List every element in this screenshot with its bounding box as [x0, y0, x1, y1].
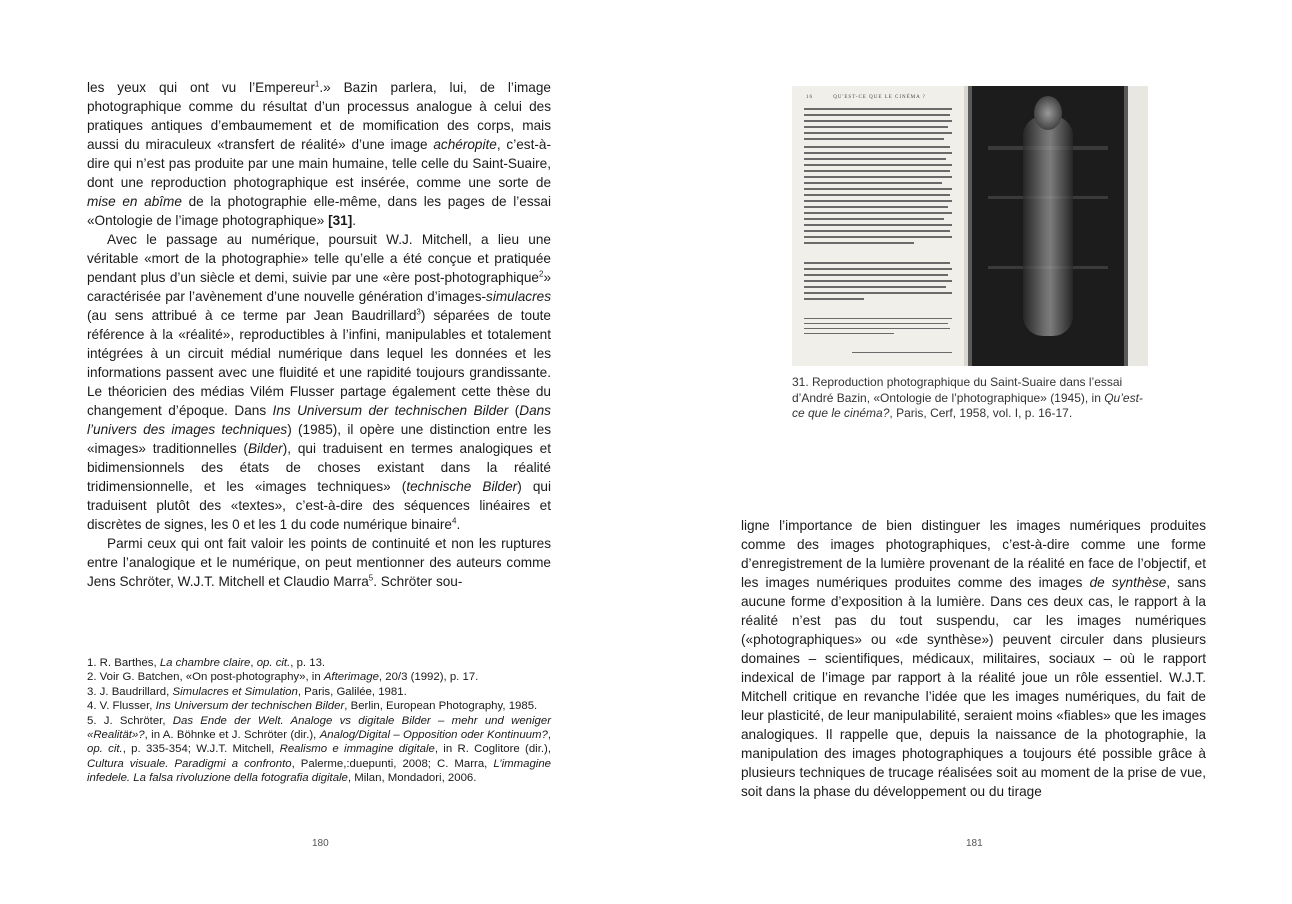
text-run: Ins Universum der technischen Bilder	[155, 700, 345, 713]
text-run: Qu’est-ce que le cinéma?	[792, 390, 1143, 420]
text-run: ) séparées de toute référence à la «réalité», reproductibles à l’infini, manipulables et totalement intégrées à un circuit médial numérique dans lequel les données et les informations passent avec une fluidité et une rapidité toujours grandissante. Le théoricien des médias Vilém Flusser partage également cette thèse du changement d’époque. Dans	[87, 308, 551, 418]
text-run: .» Bazin parlera, lui, de l’image photographique comme du résultat d’un processus analogue à celui des pratiques antiques d’embaumement et de momification des corps, mais aussi du miraculeux «transfert de réalité» d’une image	[87, 80, 551, 152]
text-run: , p. 13.	[290, 657, 326, 669]
text-run: , Milan, Mondadori, 2006.	[347, 772, 477, 785]
text-run: mise en abîme	[87, 194, 182, 209]
footnote-ref: 1	[314, 79, 320, 89]
text-run: , Palerme,:duepunti, 2008; C. Marra,	[291, 757, 494, 770]
text-run: de synthèse	[1089, 575, 1167, 590]
text-run: La chambre claire	[159, 657, 251, 669]
text-run: Realismo e immagine digitale	[279, 743, 435, 756]
text-run: Simulacres et Simulation	[172, 685, 298, 698]
text-run: Parmi ceux qui ont fait valoir les points de continuité et non les ruptures entre l’analogique et le numérique, on peut mentionner des auteurs comme Jens Schröter, W.J.T. Mitchell et Claudio Marra	[87, 536, 551, 589]
text-run: , p. 335-354; W.J.T. Mitchell,	[122, 743, 280, 756]
text-run: , c’est-à-dire qui n’est pas produite par une main humaine, telle celle du Saint-Suaire, dont une reproduction photographique est insérée, comme une sorte de	[87, 137, 551, 190]
page-number: 181	[966, 838, 983, 849]
text-run: Avec le passage au numérique, poursuit W.J. Mitchell, a lieu une véritable «mort de la photographie» telle qu’elle a été conçue et pratiquée pendant plus d’un siècle et demi, suivie par une «ère post-photographique	[87, 232, 551, 285]
text-run: 31. Reproduction photographique du Saint-Suaire dans l’essai d’André Bazin, «Ontologie de l’photographique» (1945), in	[792, 375, 1123, 405]
shroud-figure-image	[792, 86, 1148, 366]
text-run: achéropite	[433, 137, 497, 152]
text-run: ) (1985), il opère une distinction entre les «images» traditionnelles (	[87, 422, 551, 456]
text-run: . Schröter sou-	[373, 574, 463, 589]
footnote	[87, 699, 551, 713]
shroud-photo	[968, 86, 1128, 366]
text-run: , in R. Coglitore (dir.),	[434, 743, 551, 756]
text-run: ligne l’importance de bien distinguer les images numériques produites comme des images photographiques, c’est-à-dire comme une forme d’enregistrement de la lumière provenant de la réalité en face de l’objectif, et les images numériques produites comme des images	[741, 518, 1206, 590]
figure-caption	[792, 375, 1148, 422]
footnote-ref: 2	[538, 269, 544, 279]
text-run: , sans aucune forme d’exposition à la lumière. Dans ces deux cas, le rapport à la réalité n’est pas du tout suspendu, car les images numériques («photographiques» ou «de synthèse») peuvent circuler dans plusieurs domaines – scientifiques, médicaux, militaires, sociaux – où le rapport indexical de l’image par rapport à la réalité joue un rôle essentiel. W.J.T. Mitchell critique en revanche l’idée que les images numériques, du fait de leur plasticité, de leur manipulabilité, seraient moins «fiables» que les images analogiques. Il rappelle que, depuis la naissance de la photographie, la manipulation des images photographiques a toujours été possible grâce à plusieurs techniques de trucage réalisées soit au moment de la prise de vue, soit dans la phase du développement ou du tirage	[741, 575, 1206, 799]
text-run: Ins Universum der technischen Bilder	[272, 403, 509, 418]
text-run: les yeux qui ont vu l’Empereur	[87, 80, 315, 95]
text-run: 2. Voir G. Batchen, «On post-photography», in	[87, 671, 324, 684]
right-page	[646, 0, 1292, 904]
text-run: Cultura visuale. Paradigmi a confronto	[87, 757, 292, 770]
footnote	[87, 656, 551, 670]
text-run: .	[456, 517, 461, 532]
paragraph	[87, 534, 551, 591]
text-run: (au sens attribué à ce terme par Jean Baudrillard	[87, 308, 417, 323]
text-run: , 20/3 (1992), p. 17.	[378, 671, 479, 684]
text-run: , Paris, Galilée, 1981.	[297, 685, 407, 698]
text-run: Dans l’univers des images techniques	[87, 403, 551, 437]
footnote-ref: 3	[416, 307, 421, 317]
text-run: 4. V. Flusser,	[87, 700, 156, 713]
text-run: Bilder	[247, 441, 283, 456]
paragraph	[87, 230, 551, 534]
text-run: [31]	[328, 213, 353, 228]
footnote	[87, 670, 551, 684]
text-run: » caractérisée par l’avènement d’une nouvelle génération d’images-	[87, 270, 551, 304]
book-page-scan	[792, 86, 964, 366]
footnote	[87, 714, 551, 786]
left-body-text	[87, 78, 551, 591]
paragraph	[87, 78, 551, 230]
paragraph	[741, 516, 1206, 801]
text-run: .	[352, 213, 357, 228]
text-run: ), qui traduisent en termes analogiques et bidimensionnels des états de choses existant dans la réalité tridimensionnelle, et les «images techniques» (	[87, 441, 551, 494]
scan-header: 16 QU'EST-CE QUE LE CINÉMA ?	[806, 95, 926, 100]
footnote	[87, 685, 551, 699]
text-run: ,	[547, 729, 551, 742]
text-run: L’immagine infedele. La falsa rivoluzione della fotografia digitale	[87, 757, 552, 785]
text-run: technische Bilder	[406, 479, 518, 494]
footnotes	[87, 656, 551, 786]
page-number: 180	[312, 838, 329, 849]
text-run: op. cit.	[256, 657, 291, 669]
text-run: op. cit.	[87, 743, 123, 756]
text-run: 5. J. Schröter,	[87, 714, 173, 727]
text-run: Analog/Digital – Opposition oder Kontinuum?	[319, 729, 548, 742]
text-run: 3. J. Baudrillard,	[87, 685, 173, 698]
text-run: simulacres	[486, 289, 551, 304]
text-run: Afterimage	[323, 671, 379, 684]
right-body-text	[741, 516, 1206, 801]
text-run: ,	[250, 657, 257, 669]
text-run: (	[508, 403, 520, 418]
text-run: 1. R. Barthes,	[87, 657, 160, 669]
text-run: de la photographie elle-même, dans les pages de l’essai «Ontologie de l’image photographique»	[87, 194, 552, 228]
text-run: ) qui traduisent plutôt des «textes», c’est-à-dire des séquences linéaires et discrètes de signes, les 0 et les 1 du code numérique binaire	[87, 479, 551, 532]
text-run: , Paris, Cerf, 1958, vol. I, p. 16-17.	[889, 406, 1073, 420]
text-run: Das Ende der Welt. Analoge vs digitale Bilder – mehr und weniger «Realität»?	[87, 714, 551, 742]
text-run: , Berlin, European Photography, 1985.	[344, 700, 538, 713]
text-run: , in A. Böhnke et J. Schröter (dir.),	[144, 729, 320, 742]
footnote-ref: 4	[451, 516, 457, 526]
footnote-ref: 5	[368, 573, 374, 583]
